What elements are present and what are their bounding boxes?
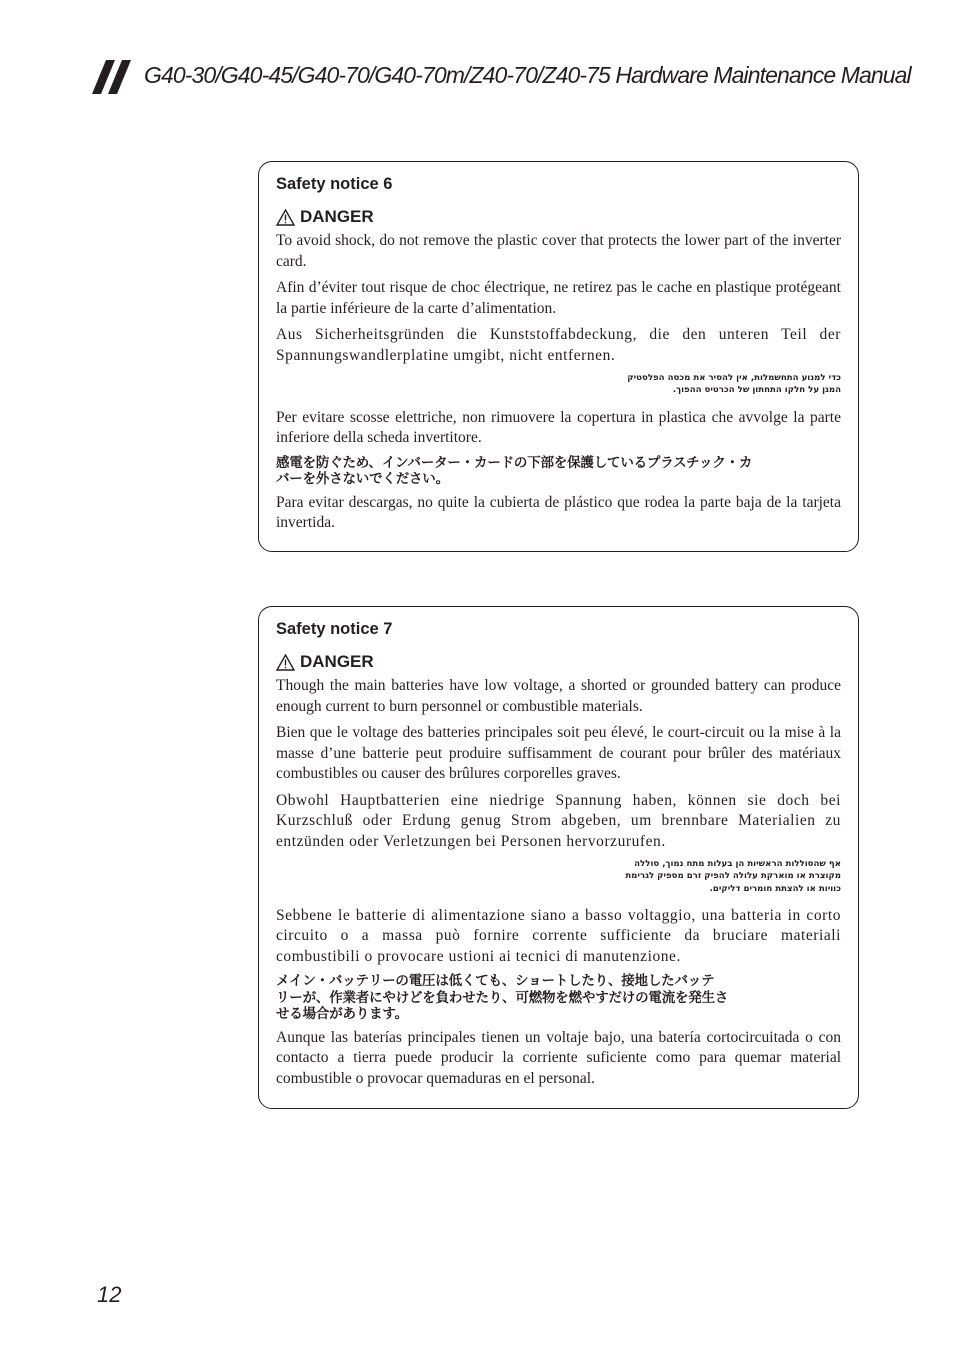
notice-text-de: Aus Sicherheitsgründen die Kunststoffabdeckung, die den unteren Teil der Spannungswandlerplatine umgibt, nicht entfernen. xyxy=(276,326,841,364)
notice-text-es: Aunque las baterías principales tienen un voltaje bajo, una batería cortocircuitada o con contacto a tierra puede producir la corriente suficiente como para quemar material combustible o provocar quemaduras en el personal. xyxy=(276,1028,841,1087)
warning-triangle-icon xyxy=(276,654,295,671)
notice-text-ja: 感電を防ぐため、インバーター・カードの下部を保護しているプラスチック・カ バーを外さないでください。 xyxy=(276,454,753,488)
double-slash-mark-icon xyxy=(92,60,134,94)
danger-label: DANGER xyxy=(300,207,374,226)
notice-text-he: אף שהסוללות הראשיות הן בעלות מתח נמוך, סוללה מקוצרת או מוארקת עלולה להפיק זרם מספיק לגרימת כוויות או להצתת חומרים דליקים. xyxy=(625,859,841,894)
safety-notice-7-box xyxy=(258,606,859,1109)
danger-label: DANGER xyxy=(300,652,374,671)
warning-triangle-icon xyxy=(276,209,295,226)
page-number: 12 xyxy=(97,1282,122,1307)
notice-heading: Safety notice 7 xyxy=(276,620,393,638)
notice-text-fr: Bien que le voltage des batteries principales soit peu élevé, le court-circuit ou la mise à la masse d’une batterie peut produire suffisamment de courant pour brûler des matériaux combustibles ou causer des brûlures corporelles graves. xyxy=(276,724,841,782)
notice-text-he: כדי למנוע התחשמלות, אין להסיר את מכסה הפלסטיק המגן על חלקו התחתון של הכרטיס ההפוך. xyxy=(627,373,841,396)
notice-heading: Safety notice 6 xyxy=(276,175,393,193)
notice-text-ja: メイン・バッテリーの電圧は低くても、ショートしたり、接地したバッテ リーが、作業者にやけどを負わせたり、可燃物を燃やすだけの電流を発生さ せる場合があります。 xyxy=(276,973,729,1023)
danger-label-row xyxy=(276,207,841,227)
notice-text-it: Per evitare scosse elettriche, non rimuovere la copertura in plastica che avvolge la parte inferiore della scheda invertitore. xyxy=(276,408,841,447)
notice-text-it: Sebbene le batterie di alimentazione siano a basso voltaggio, una batteria in corto circuito o a massa può fornire corrente sufficiente da bruciare materiali combustibili o provocare ustioni ai tecnici di manutenzione. xyxy=(276,906,841,965)
manual-title: G40-30/G40-45/G40-70/G40-70m/Z40-70/Z40-75 Hardware Maintenance Manual xyxy=(144,62,911,88)
notice-text-en: To avoid shock, do not remove the plastic cover that protects the lower part of the inverter card. xyxy=(276,232,841,270)
notice-text-de: Obwohl Hauptbatterien eine niedrige Spannung haben, können sie doch bei Kurzschluß oder Erdung genug Strom abgeben, um brennbare Materialien zu entzünden oder Verletzungen bei Personen hervorzurufen. xyxy=(276,791,841,850)
notice-text-es: Para evitar descargas, no quite la cubierta de plástico que rodea la parte baja de la tarjeta invertida. xyxy=(276,493,841,532)
notice-text-en: Though the main batteries have low voltage, a shorted or grounded battery can produce enough current to burn personnel or combustible materials. xyxy=(276,677,841,715)
notice-text-fr: Afin d’éviter tout risque de choc électrique, ne retirez pas le cache en plastique protégeant la partie inférieure de la carte d’alimentation. xyxy=(276,279,841,317)
danger-label-row xyxy=(276,652,841,672)
safety-notice-6-box xyxy=(258,161,859,552)
